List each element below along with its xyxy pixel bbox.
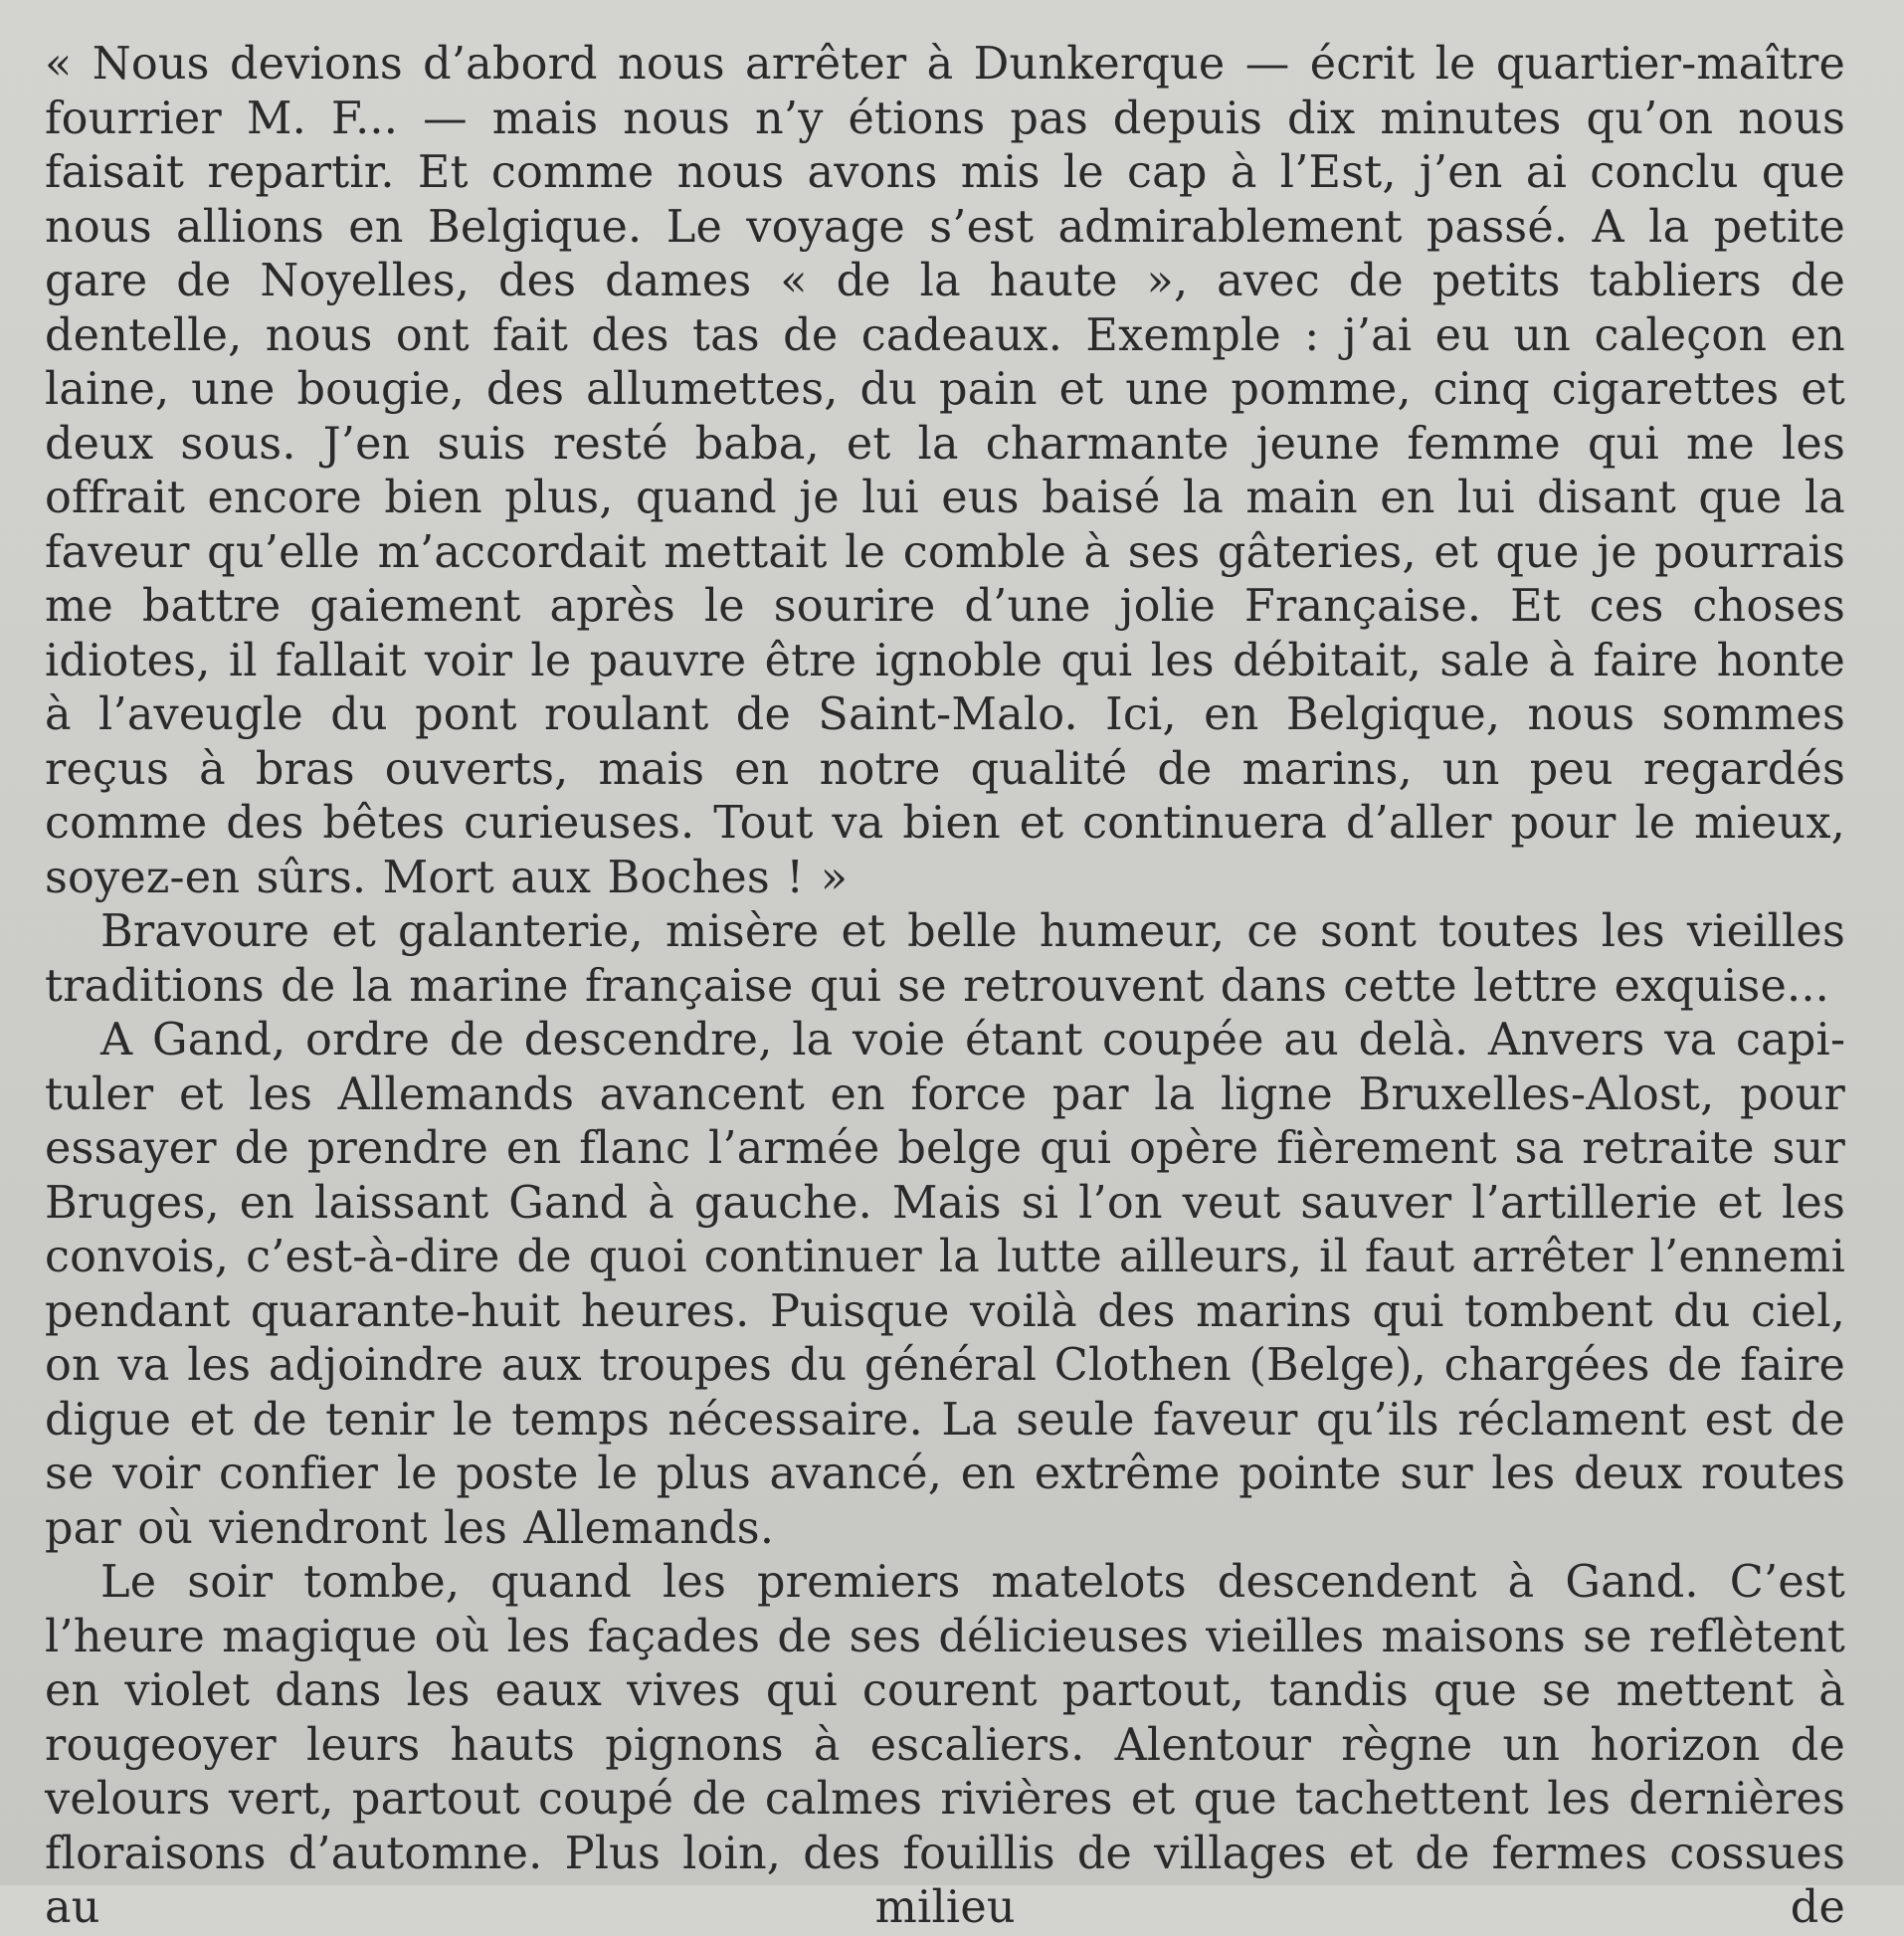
evening-paragraph: Le soir tombe, quand les premiers matelots descendent à Gand. C’est l’heure magique où les façades de ses délicieuses vieilles maisons se reflètent en violet dans les eaux vives qui courent partout, tandis que se mettent à rougeoyer leurs hauts pignons à escaliers. Alentour règne un horizon de velours vert, partout coupé de calmes rivières et que tachettent les dernières floraisons d’automne. Plus loin, des fouillis de villages et de fermes cossues au milieu de	[45, 1557, 1845, 1933]
commentary-paragraph: Bravoure et galanterie, misère et belle humeur, ce sont toutes les vieilles traditions de la marine française qui se retrouvent dans cette lettre exquise...	[45, 906, 1845, 1012]
gand-order-paragraph: A Gand, ordre de descendre, la voie étant coupée au delà. Anvers va capituler et les Allemands avancent en force par la ligne Bruxelles-Alost, pour essayer de prendre en flanc l’armée belge qui opère fièrement sa retraite sur Bruges, en laissant Gand à gauche. Mais si l’on veut sauver l’artillerie et les convois, c’est-à-dire de quoi continuer la lutte ailleurs, il faut arrêter l’ennemi pendant quarante-huit heures. Puisque voilà des marins qui tombent du ciel, on va les adjoindre aux troupes du général Clothen (Belge), chargées de faire digue et de tenir le temps nécessaire. La seule faveur qu’ils réclament est de se voir confier le poste le plus avancé, en extrême pointe sur les deux routes par où viendront les Allemands.	[45, 1015, 1845, 1554]
quote-paragraph: « Nous devions d’abord nous arrêter à Dunkerque — écrit le quartier-maître fourrier M. F... — mais nous n’y étions pas depuis dix minutes qu’on nous faisait repartir. Et comme nous avons mis le cap à l’Est, j’en ai conclu que nous allions en Belgique. Le voyage s’est admirablement passé. A la petite gare de Noyelles, des dames « de la haute », avec de petits tabliers de dentelle, nous ont fait des tas de cadeaux. Exemple : j’ai eu un caleçon en laine, une bougie, des allumettes, du pain et une pomme, cinq cigarettes et deux sous. J’en suis resté baba, et la charmante jeune femme qui me les offrait encore bien plus, quand je lui eus baisé la main en lui disant que la faveur qu’elle m’accordait mettait le comble à ses gâteries, et que je pourrais me battre gaiement après le sourire d’une jolie Française. Et ces choses idiotes, il fallait voir le pauvre être ignoble qui les débitait, sale à faire honte à l’aveugle du pont roulant de Saint-Malo. Ici, en Belgique, nous sommes reçus à bras ouverts, mais en notre qualité de marins, un peu regardés comme des bêtes curieuses. Tout va bien et continuera d’aller pour le mieux, soyez-en sûrs. Mort aux Boches ! »	[45, 39, 1845, 903]
book-page	[45, 38, 1845, 1933]
